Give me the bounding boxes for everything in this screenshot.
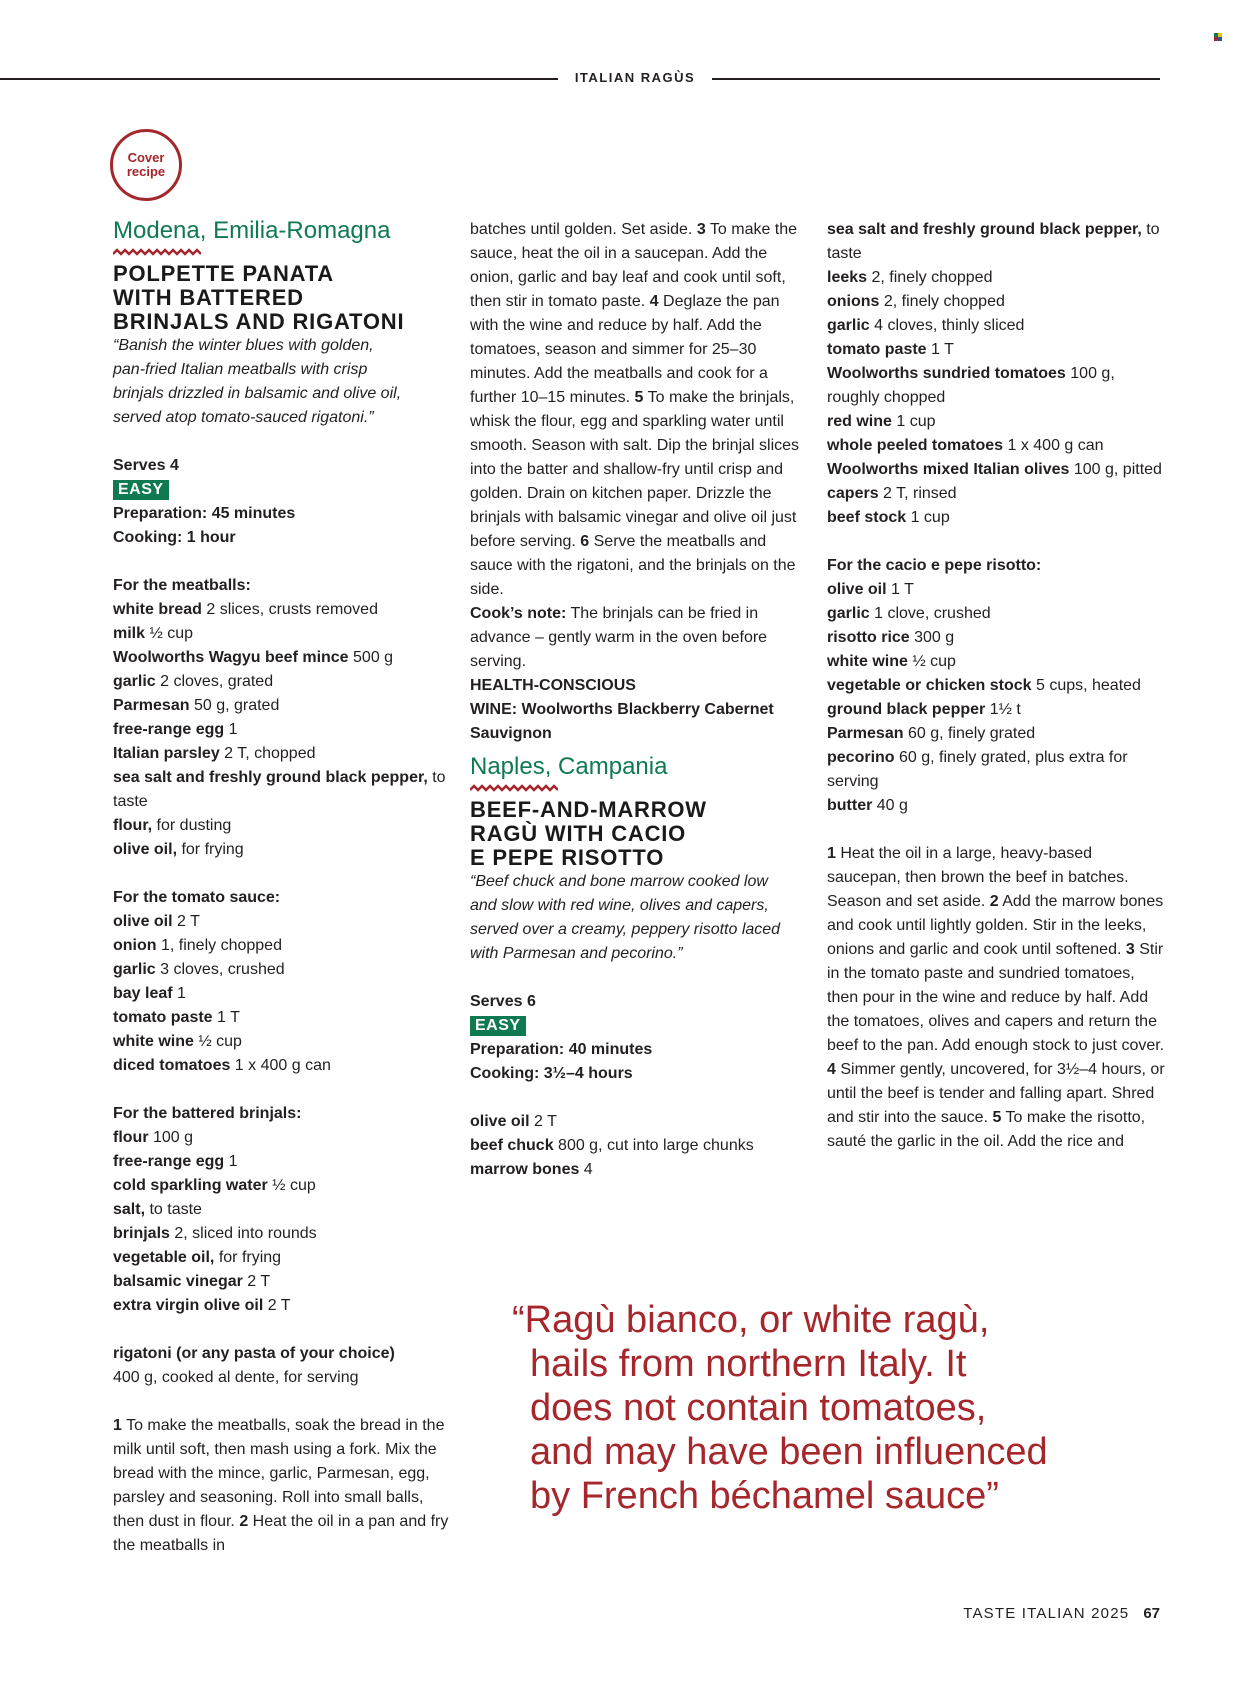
ingredient-detail: 1: [224, 721, 238, 738]
ingredient-name: garlic: [113, 673, 156, 690]
ingredient-name: tomato paste: [827, 341, 927, 358]
recipe1-title-line: WITH BATTERED: [113, 285, 304, 310]
ingredient-name: white wine: [827, 653, 908, 670]
cooks-note-label: Cook’s note:: [470, 605, 567, 622]
ingredient-item: [827, 314, 1167, 338]
ingredient-name: garlic: [827, 605, 870, 622]
ingredient-detail: 500 g: [348, 649, 394, 666]
ingredient-detail: ½ cup: [145, 625, 194, 642]
ingredient-detail: 60 g, finely grated: [903, 725, 1036, 742]
ingredient-detail: 1 x 400 g can: [230, 1057, 331, 1074]
ingredient-item: [113, 1246, 453, 1270]
ingredient-item: [827, 290, 1167, 314]
ingredient-item: [827, 410, 1167, 434]
ingredient-detail: 1 cup: [891, 413, 936, 430]
ingredient-name: onions: [827, 293, 880, 310]
step-number: 2: [989, 893, 999, 910]
ingredient-name: cold sparkling water: [113, 1177, 268, 1194]
badge-line-2: recipe: [126, 164, 166, 179]
publication-name: TASTE ITALIAN 2025: [963, 1605, 1130, 1622]
badge-line-1: Cover: [127, 150, 165, 165]
ingredient-item: [827, 674, 1167, 698]
ingredient-item: [827, 338, 1167, 362]
ingredient-detail: 40 g: [872, 797, 908, 814]
ingredient-name: Woolworths mixed Italian olives: [827, 461, 1070, 478]
ingredient-detail: 2, sliced into rounds: [169, 1225, 317, 1242]
ingredient-item: [113, 1198, 453, 1222]
ingredient-name: free-range egg: [113, 1153, 225, 1170]
step-text: Heat the oil in a large, heavy-based saucepan, then brown the beef in batches. Season and set aside.: [827, 845, 1129, 910]
ingredient-name: salt,: [113, 1201, 146, 1218]
recipe1-method-part1: [113, 1414, 453, 1558]
ingredient-list: [113, 1126, 453, 1318]
recipe1-prep-time: Preparation: 45 minutes: [113, 505, 296, 522]
section-title: ITALIAN RAGÙS: [574, 70, 696, 85]
ingredient-detail: 5 cups, heated: [1031, 677, 1141, 694]
ingredient-item: [113, 1294, 453, 1318]
ingredient-detail: 1 T: [926, 341, 954, 358]
header-rule-left: [0, 78, 558, 80]
pull-quote-line: by French béchamel sauce”: [530, 1475, 999, 1517]
intro-line: “Banish the winter blues with golden,: [113, 337, 374, 354]
intro-line: served atop tomato-sauced rigatoni.”: [113, 409, 374, 426]
ingredient-item: [113, 766, 453, 814]
intro-line: with Parmesan and pecorino.”: [470, 945, 683, 962]
step-number: 4: [827, 1061, 836, 1078]
ingredient-name: marrow bones: [470, 1161, 580, 1178]
step-number: 3: [696, 221, 706, 238]
ingredient-item: [827, 626, 1167, 650]
ingredient-item: [113, 1006, 453, 1030]
ingredient-detail: 1½ t: [985, 701, 1021, 718]
page-number: 67: [1143, 1605, 1160, 1622]
recipe1-title: [113, 262, 453, 334]
color-registration-mark: [1214, 33, 1222, 41]
ingredient-list: [827, 218, 1167, 530]
recipe2-title: [470, 798, 805, 870]
ingredient-detail: 2 T: [242, 1273, 271, 1290]
ingredient-detail: 4 cloves, thinly sliced: [869, 317, 1025, 334]
ingredient-name: flour: [113, 1129, 149, 1146]
ingredient-item: [113, 670, 453, 694]
recipe2-title-line: E PEPE RISOTTO: [470, 845, 665, 870]
ingredient-name: olive oil: [827, 581, 887, 598]
recipe1-method-part2: [470, 218, 805, 602]
ingredient-detail: 1 cup: [906, 509, 950, 526]
ingredient-detail: for frying: [177, 841, 244, 858]
ingredient-detail: 1 T: [886, 581, 914, 598]
recipe1-difficulty-badge: EASY: [113, 480, 169, 500]
ingredient-item: [113, 982, 453, 1006]
ingredient-group-heading: For the cacio e pepe risotto:: [827, 557, 1042, 574]
ingredient-name: onion: [113, 937, 157, 954]
step-number: 1: [113, 1417, 122, 1434]
step-text: Serve the meatballs and sauce with the rigatoni, and the brinjals on the side.: [470, 533, 796, 598]
recipe1-region: Modena, Emilia-Romagna: [113, 217, 391, 244]
ingredient-item: [827, 602, 1167, 626]
step-text: To make the risotto, sauté the garlic in the oil. Add the rice and: [827, 1109, 1146, 1150]
intro-line: served over a creamy, peppery risotto laced: [470, 921, 781, 938]
ingredient-detail: to taste: [145, 1201, 202, 1218]
recipe2-region: Naples, Campania: [470, 753, 668, 780]
ingredient-group-heading: For the tomato sauce:: [113, 889, 281, 906]
ingredient-detail: 50 g, grated: [189, 697, 280, 714]
ingredient-name: olive oil: [470, 1113, 530, 1130]
cooks-note: [470, 602, 805, 674]
recipe2-serves: Serves 6: [470, 993, 536, 1010]
ingredient-item: [827, 506, 1167, 530]
ingredient-item: [827, 266, 1167, 290]
recipe1-serves: Serves 4: [113, 457, 179, 474]
ingredient-detail: 1, finely chopped: [156, 937, 282, 954]
pull-quote-line: and may have been influenced: [530, 1431, 1048, 1473]
ingredient-item: [113, 958, 453, 982]
step-number: 6: [580, 533, 590, 550]
ingredient-group-heading: For the meatballs:: [113, 577, 251, 594]
recipe2-method: [827, 842, 1167, 1154]
ingredient-detail: for dusting: [152, 817, 232, 834]
step-number: 2: [239, 1513, 249, 1530]
ingredient-item: [113, 1174, 453, 1198]
step-number: 5: [634, 389, 644, 406]
intro-line: and slow with red wine, olives and capers,: [470, 897, 769, 914]
ingredient-name: Parmesan: [113, 697, 190, 714]
checker-ornament: [113, 248, 201, 256]
ingredient-name: ground black pepper: [827, 701, 986, 718]
pull-quote-line: does not contain tomatoes,: [530, 1387, 987, 1429]
recipe1-title-line: BRINJALS AND RIGATONI: [113, 309, 405, 334]
recipe2-title-line: BEEF-AND-MARROW: [470, 797, 707, 822]
ingredient-item: [113, 934, 453, 958]
header-rule-right: [712, 78, 1160, 80]
recipe2-difficulty-badge: EASY: [470, 1016, 526, 1036]
ingredient-list: [827, 578, 1167, 818]
ingredient-name: Woolworths sundried tomatoes: [827, 365, 1066, 382]
ingredient-item: [113, 910, 453, 934]
ingredient-name: flour,: [113, 817, 153, 834]
recipe2-title-line: RAGÙ WITH CACIO: [470, 821, 687, 846]
ingredient-list: [470, 1110, 805, 1182]
ingredient-item: [470, 1158, 805, 1182]
cooks-note-text: The brinjals can be fried in advance – gently warm in the oven before serving.: [470, 605, 768, 670]
ingredient-item: [113, 814, 453, 838]
ingredient-group-heading: For the battered brinjals:: [113, 1105, 302, 1122]
ingredient-name: bay leaf: [113, 985, 173, 1002]
pull-quote: [512, 1298, 1170, 1518]
ingredient-detail: to taste: [113, 769, 446, 810]
column-1: [113, 218, 453, 1558]
ingredient-name: beef chuck: [470, 1137, 554, 1154]
step-number: 1: [827, 845, 836, 862]
ingredient-detail: 100 g, roughly chopped: [827, 365, 1115, 406]
ingredient-name: brinjals: [113, 1225, 170, 1242]
ingredient-item: [113, 718, 453, 742]
ingredient-item: [113, 694, 453, 718]
ingredient-item: [827, 722, 1167, 746]
ingredient-name: beef stock: [827, 509, 907, 526]
rigatoni-ingredient-detail: 400 g, cooked al dente, for serving: [113, 1369, 359, 1386]
ingredient-detail: to taste: [827, 221, 1160, 262]
ingredient-name: vegetable or chicken stock: [827, 677, 1032, 694]
health-label: HEALTH-CONSCIOUS: [470, 677, 636, 694]
ingredient-name: red wine: [827, 413, 892, 430]
ingredient-item: [827, 650, 1167, 674]
ingredient-detail: 2 T, chopped: [219, 745, 316, 762]
ingredient-item: [827, 362, 1167, 410]
pull-quote-line: “Ragù bianco, or white ragù,: [512, 1299, 990, 1341]
ingredient-name: garlic: [827, 317, 870, 334]
ingredient-item: [827, 794, 1167, 818]
ingredient-detail: ½ cup: [193, 1033, 242, 1050]
ingredient-detail: 2 cloves, grated: [155, 673, 274, 690]
ingredient-detail: for frying: [214, 1249, 282, 1266]
ingredient-detail: 1 clove, crushed: [869, 605, 991, 622]
pull-quote-line: hails from northern Italy. It: [530, 1343, 967, 1385]
ingredient-item: [827, 434, 1167, 458]
ingredient-item: [113, 646, 453, 670]
ingredient-detail: 2, finely chopped: [867, 269, 993, 286]
intro-line: pan-fried Italian meatballs with crisp: [113, 361, 368, 378]
ingredient-name: white wine: [113, 1033, 194, 1050]
ingredient-item: [113, 622, 453, 646]
ingredient-name: Italian parsley: [113, 745, 220, 762]
ingredient-detail: 1: [224, 1153, 238, 1170]
ingredient-item: [113, 1030, 453, 1054]
ingredient-item: [827, 218, 1167, 266]
wine-pairing: WINE: Woolworths Blackberry Cabernet Sauvignon: [470, 701, 774, 742]
intro-line: brinjals drizzled in balsamic and olive oil,: [113, 385, 402, 402]
step-text: Deglaze the pan with the wine and reduce by half. Add the tomatoes, season and simmer for 25–30 minutes. Add the meatballs and cook for a further 10–15 minutes.: [470, 293, 780, 406]
recipe2-cook-time: Cooking: 3½–4 hours: [470, 1065, 633, 1082]
ingredient-item: [113, 742, 453, 766]
ingredient-name: pecorino: [827, 749, 895, 766]
step-text: To make the sauce, heat the oil in a saucepan. Add the onion, garlic and bay leaf and cook until soft, then stir in tomato paste.: [470, 221, 798, 310]
ingredient-item: [827, 578, 1167, 602]
ingredient-item: [113, 598, 453, 622]
ingredient-item: [113, 1126, 453, 1150]
ingredient-name: butter: [827, 797, 873, 814]
ingredient-detail: ½ cup: [907, 653, 956, 670]
ingredient-detail: 2 T, rinsed: [878, 485, 957, 502]
recipe1-intro: [113, 334, 453, 430]
ingredient-name: olive oil,: [113, 841, 178, 858]
ingredient-detail: 1: [172, 985, 186, 1002]
ingredient-item: [827, 482, 1167, 506]
ingredient-name: olive oil: [113, 913, 173, 930]
ingredient-detail: 2 T: [529, 1113, 557, 1130]
ingredient-name: sea salt and freshly ground black pepper,: [827, 221, 1142, 238]
checker-ornament: [470, 784, 558, 792]
ingredient-name: garlic: [113, 961, 156, 978]
step-text: To make the meatballs, soak the bread in the milk until soft, then mash using a fork. Mix the bread with the mince, garlic, Parmesan, egg, parsley and seasoning. Roll into small balls, then dust in flour.: [113, 1417, 445, 1530]
ingredient-name: leeks: [827, 269, 868, 286]
ingredient-item: [113, 1054, 453, 1078]
ingredient-detail: 2 slices, crusts removed: [201, 601, 378, 618]
ingredient-name: extra virgin olive oil: [113, 1297, 264, 1314]
ingredient-item: [827, 698, 1167, 722]
ingredient-item: [470, 1134, 805, 1158]
ingredient-detail: ½ cup: [267, 1177, 316, 1194]
ingredient-item: [470, 1110, 805, 1134]
step-number: 4: [649, 293, 659, 310]
intro-line: “Beef chuck and bone marrow cooked low: [470, 873, 768, 890]
page-footer: [900, 1605, 1160, 1622]
ingredient-name: white bread: [113, 601, 202, 618]
ingredient-detail: 1 x 400 g can: [1003, 437, 1104, 454]
recipe1-cook-time: Cooking: 1 hour: [113, 529, 236, 546]
ingredient-detail: 100 g: [148, 1129, 194, 1146]
step-text: Stir in the tomato paste and sundried tomatoes, then pour in the wine and reduce by half. Add the tomatoes, olives and capers and return the beef to the pan. Add enough stock to just cover.: [827, 941, 1165, 1054]
step-text: To make the brinjals, whisk the flour, egg and sparkling water until smooth. Season with salt. Dip the brinjal slices into the batter and shallow-fry until crisp and golden. Drain on kitchen paper. Drizzle the brinjals with balsamic vinegar and olive oil just before serving.: [470, 389, 800, 550]
recipe2-intro: [470, 870, 805, 966]
cover-recipe-badge: [110, 129, 182, 201]
step-text: Heat the oil in a pan and fry the meatballs in: [113, 1513, 449, 1554]
step-text: Simmer gently, uncovered, for 3½–4 hours, or until the beef is tender and falling apart. Shred and stir into the sauce.: [827, 1061, 1165, 1126]
ingredient-detail: 100 g, pitted: [1069, 461, 1162, 478]
step-text: batches until golden. Set aside.: [470, 221, 697, 238]
ingredient-detail: 2, finely chopped: [879, 293, 1005, 310]
ingredient-item: [113, 1270, 453, 1294]
ingredient-name: balsamic vinegar: [113, 1273, 243, 1290]
ingredient-name: risotto rice: [827, 629, 910, 646]
ingredient-detail: 300 g: [909, 629, 955, 646]
ingredient-detail: 1 T: [212, 1009, 240, 1026]
ingredient-detail: 60 g, finely grated, plus extra for serving: [827, 749, 1128, 790]
ingredient-name: free-range egg: [113, 721, 225, 738]
ingredient-item: [113, 1150, 453, 1174]
ingredient-name: capers: [827, 485, 879, 502]
column-3: [827, 218, 1167, 1154]
ingredient-detail: 2 T: [263, 1297, 291, 1314]
ingredient-detail: 2 T: [172, 913, 200, 930]
ingredient-name: milk: [113, 625, 146, 642]
ingredient-item: [827, 458, 1167, 482]
column-2: [470, 218, 805, 1182]
ingredient-name: whole peeled tomatoes: [827, 437, 1004, 454]
ingredient-name: tomato paste: [113, 1009, 213, 1026]
ingredient-item: [827, 746, 1167, 794]
step-text: Add the marrow bones and cook until lightly golden. Stir in the leeks, onions and garlic and cook until softened.: [827, 893, 1164, 958]
ingredient-item: [113, 838, 453, 862]
ingredient-name: sea salt and freshly ground black pepper,: [113, 769, 428, 786]
ingredient-item: [113, 1222, 453, 1246]
ingredient-detail: 4: [579, 1161, 593, 1178]
step-number: 5: [992, 1109, 1002, 1126]
rigatoni-ingredient-name: rigatoni (or any pasta of your choice): [113, 1345, 395, 1362]
ingredient-name: diced tomatoes: [113, 1057, 231, 1074]
ingredient-detail: 800 g, cut into large chunks: [553, 1137, 754, 1154]
recipe1-title-line: POLPETTE PANATA: [113, 261, 334, 286]
ingredient-name: Woolworths Wagyu beef mince: [113, 649, 349, 666]
ingredient-list: [113, 598, 453, 862]
ingredient-name: Parmesan: [827, 725, 904, 742]
recipe2-prep-time: Preparation: 40 minutes: [470, 1041, 653, 1058]
step-number: 3: [1125, 941, 1135, 958]
ingredient-name: vegetable oil,: [113, 1249, 215, 1266]
ingredient-detail: 3 cloves, crushed: [155, 961, 285, 978]
ingredient-list: [113, 910, 453, 1078]
